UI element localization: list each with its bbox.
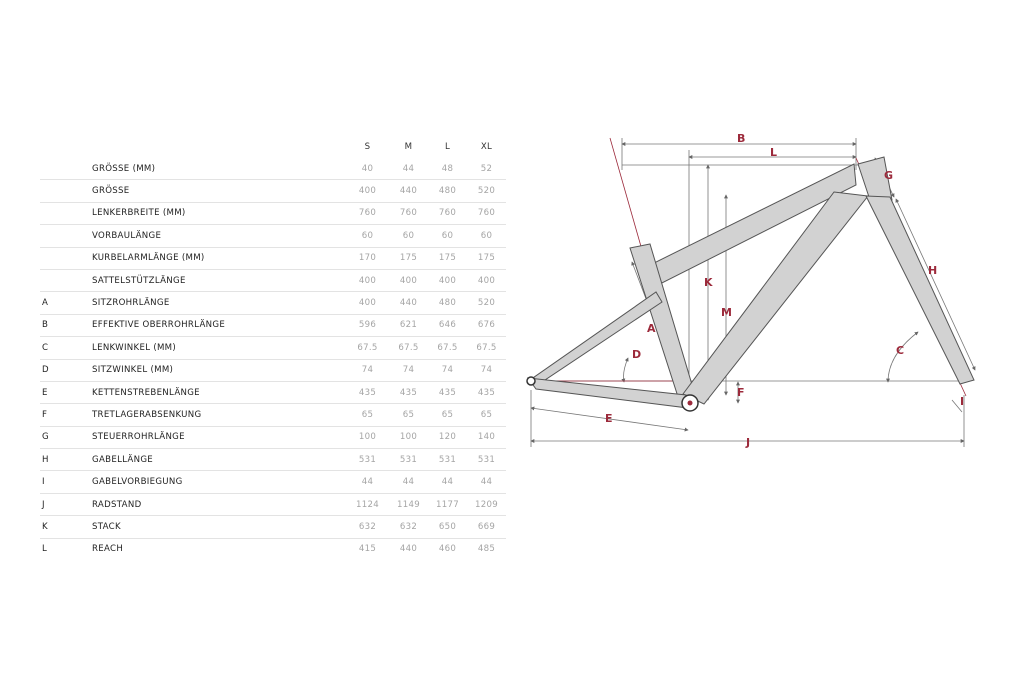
value-size-l: 650 — [428, 516, 467, 538]
value-size-l: 65 — [428, 404, 467, 426]
dim-line-h — [896, 199, 975, 370]
value-size-s: 40 — [361, 163, 374, 174]
value-size-s: 100 — [348, 426, 387, 448]
row-label: GRÖSSE (MM) — [92, 163, 156, 174]
table-header-row — [40, 136, 506, 158]
value-size-m: 435 — [389, 381, 428, 403]
row-label: EFFEKTIVE OBERROHRLÄNGE — [92, 314, 350, 336]
geometry-table — [40, 136, 506, 560]
value-size-m: 400 — [389, 269, 428, 291]
row-letter: H — [40, 449, 92, 471]
row-label: GABELVORBIEGUNG — [92, 471, 350, 493]
value-size-l: 60 — [428, 225, 467, 247]
row-label: SITZROHRLÄNGE — [92, 292, 350, 314]
value-size-xl: 60 — [467, 225, 506, 247]
table-row — [40, 516, 506, 538]
value-size-s: 1124 — [348, 493, 387, 515]
value-size-l: 175 — [428, 247, 467, 269]
table-row — [40, 538, 506, 560]
table-row — [40, 225, 506, 247]
value-size-xl: 44 — [467, 471, 506, 493]
value-size-l: 74 — [428, 359, 467, 381]
value-size-l: 760 — [428, 202, 467, 224]
angle-arc-c — [888, 332, 918, 382]
value-size-l: 646 — [428, 314, 467, 336]
value-size-m: 60 — [389, 225, 428, 247]
table-row — [40, 493, 506, 515]
value-size-m: 74 — [389, 359, 428, 381]
row-letter — [40, 180, 92, 202]
value-size-l: 120 — [428, 426, 467, 448]
seat-stay — [530, 292, 662, 386]
value-size-xl: 485 — [467, 538, 506, 560]
value-size-xl: 52 — [480, 163, 493, 174]
table-row — [40, 359, 506, 381]
row-label: KETTENSTREBENLÄNGE — [92, 381, 350, 403]
row-letter — [40, 269, 92, 291]
value-size-xl: 520 — [467, 292, 506, 314]
header-letter — [40, 136, 92, 158]
rear-dropout — [527, 377, 535, 385]
value-size-xl: 67.5 — [467, 337, 506, 359]
value-size-xl: 74 — [467, 359, 506, 381]
value-size-m: 440 — [389, 538, 428, 560]
bike-frame — [528, 157, 974, 408]
value-size-m: 440 — [389, 292, 428, 314]
row-label: TRETLAGERABSENKUNG — [92, 404, 350, 426]
row-label: RADSTAND — [92, 493, 350, 515]
value-size-m: 760 — [389, 202, 428, 224]
axis-lines — [532, 138, 966, 404]
value-size-xl: 400 — [467, 269, 506, 291]
table-row — [40, 292, 506, 314]
value-size-s: 531 — [348, 449, 387, 471]
label-f: F — [737, 386, 745, 399]
table-row — [40, 471, 506, 493]
value-size-m: 632 — [389, 516, 428, 538]
row-letter: J — [40, 493, 92, 515]
value-size-l: 48 — [441, 163, 454, 174]
row-letter: G — [40, 426, 92, 448]
value-size-xl: 760 — [467, 202, 506, 224]
row-label: KURBELARMLÄNGE (MM) — [92, 247, 350, 269]
value-size-l: 531 — [428, 449, 467, 471]
value-size-m: 44 — [402, 163, 415, 174]
table-row — [40, 449, 506, 471]
table-row — [40, 180, 506, 202]
table-row — [40, 202, 506, 224]
label-m: M — [721, 306, 732, 319]
row-letter — [40, 158, 92, 180]
label-j: J — [746, 436, 751, 449]
row-letter: I — [40, 471, 92, 493]
value-size-m: 44 — [389, 471, 428, 493]
header-size-l: L — [444, 142, 451, 152]
value-size-s: 415 — [348, 538, 387, 560]
chain-stay — [528, 378, 688, 408]
value-size-xl: 140 — [467, 426, 506, 448]
label-a: A — [647, 322, 656, 335]
value-size-s: 400 — [348, 269, 387, 291]
value-size-s: 170 — [348, 247, 387, 269]
row-letter — [40, 202, 92, 224]
label-c: C — [896, 344, 905, 357]
value-size-m: 100 — [389, 426, 428, 448]
value-size-s: 400 — [348, 292, 387, 314]
row-letter: B — [40, 314, 92, 336]
value-size-m: 65 — [389, 404, 428, 426]
table-row — [40, 269, 506, 291]
row-label: SATTELSTÜTZLÄNGE — [92, 269, 350, 291]
row-label: LENKWINKEL (MM) — [92, 337, 350, 359]
value-size-l: 67.5 — [428, 337, 467, 359]
row-letter: E — [40, 381, 92, 403]
value-size-s: 435 — [348, 381, 387, 403]
value-size-l: 460 — [428, 538, 467, 560]
label-k: K — [704, 276, 713, 289]
value-size-m: 175 — [389, 247, 428, 269]
value-size-l: 400 — [428, 269, 467, 291]
row-label: VORBAULÄNGE — [92, 225, 350, 247]
value-size-s: 67.5 — [348, 337, 387, 359]
value-size-s: 596 — [348, 314, 387, 336]
value-size-m: 1149 — [389, 493, 428, 515]
value-size-xl: 65 — [467, 404, 506, 426]
table-row — [40, 381, 506, 403]
row-label: SITZWINKEL (MM) — [92, 359, 350, 381]
table-row — [40, 404, 506, 426]
table-row — [40, 158, 506, 180]
row-letter: L — [40, 538, 92, 560]
row-label: STACK — [92, 516, 350, 538]
row-label: GABELLÄNGE — [92, 449, 350, 471]
value-size-s: 632 — [348, 516, 387, 538]
value-size-s: 760 — [348, 202, 387, 224]
label-h: H — [928, 264, 938, 277]
label-l: L — [770, 146, 778, 159]
row-letter — [40, 225, 92, 247]
header-label — [92, 136, 350, 158]
table-row — [40, 337, 506, 359]
value-size-xl: 669 — [467, 516, 506, 538]
table-row — [40, 426, 506, 448]
value-size-l: 480 — [428, 180, 467, 202]
row-letter — [40, 247, 92, 269]
label-i: I — [960, 395, 965, 408]
row-letter: A — [40, 292, 92, 314]
value-size-s: 60 — [348, 225, 387, 247]
value-size-xl: 1209 — [467, 493, 506, 515]
dimension-lines — [530, 138, 975, 447]
row-letter: K — [40, 516, 92, 538]
label-d: D — [632, 348, 642, 361]
angle-arc-d — [624, 358, 629, 382]
label-b: B — [737, 132, 746, 145]
value-size-l: 1177 — [428, 493, 467, 515]
row-label: STEUERROHRLÄNGE — [92, 426, 350, 448]
value-size-l: 435 — [428, 381, 467, 403]
value-size-s: 44 — [348, 471, 387, 493]
frame-geometry-diagram — [516, 120, 996, 460]
row-letter: F — [40, 404, 92, 426]
label-e: E — [605, 412, 613, 425]
header-size-m: M — [404, 142, 413, 152]
table-row — [40, 314, 506, 336]
value-size-l: 480 — [428, 292, 467, 314]
table-row — [40, 247, 506, 269]
value-size-xl: 531 — [467, 449, 506, 471]
row-letter: C — [40, 337, 92, 359]
value-size-l: 44 — [428, 471, 467, 493]
value-size-m: 621 — [389, 314, 428, 336]
value-size-s: 65 — [348, 404, 387, 426]
fork — [866, 196, 974, 384]
row-label: REACH — [92, 538, 350, 560]
row-label: LENKERBREITE (MM) — [92, 202, 350, 224]
value-size-xl: 175 — [467, 247, 506, 269]
value-size-s: 400 — [348, 180, 387, 202]
value-size-xl: 435 — [467, 381, 506, 403]
value-size-xl: 676 — [467, 314, 506, 336]
value-size-xl: 520 — [467, 180, 506, 202]
row-label: GRÖSSE — [92, 180, 350, 202]
header-size-xl: XL — [480, 142, 493, 152]
label-g: G — [884, 169, 894, 182]
value-size-m: 440 — [389, 180, 428, 202]
value-size-s: 74 — [348, 359, 387, 381]
header-size-s: S — [364, 142, 371, 152]
table-body — [40, 158, 506, 560]
row-letter: D — [40, 359, 92, 381]
value-size-m: 531 — [389, 449, 428, 471]
value-size-m: 67.5 — [389, 337, 428, 359]
bb-marker — [688, 401, 693, 406]
